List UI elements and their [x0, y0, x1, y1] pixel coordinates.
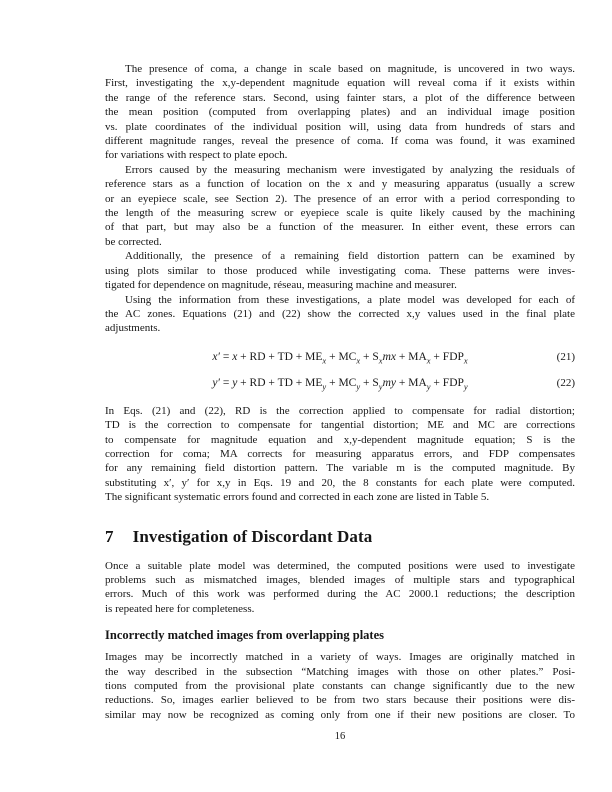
equation-term: MA: [408, 376, 427, 389]
equation-term: my: [382, 376, 396, 389]
text-line: the length of the measuring screw or eyepiece scale is quite likely caused by the machining: [105, 207, 575, 220]
equation-term: +: [360, 376, 373, 389]
equation-term: FDP: [442, 376, 464, 389]
text-line: the AC zones. Equations (21) and (22) show the corrected x,y values used in the final plate: [105, 307, 575, 320]
equation-term: S: [372, 350, 379, 363]
equation-term: =: [219, 376, 233, 389]
text-line: adjustments.: [105, 322, 161, 335]
equation-term: +: [326, 350, 339, 363]
text-line: be corrected.: [105, 235, 162, 248]
paragraph-coma-detection: [105, 62, 575, 163]
text-line: Images may be incorrectly matched in a variety of ways. Images are originally matched in: [105, 651, 575, 664]
equation-subscript: y: [322, 381, 327, 392]
text-line: First, investigating the x,y-dependent magnitude equation will reveal coma if it exists within: [105, 77, 575, 90]
paragraph-incorrect-matching: [105, 650, 575, 722]
text-line: is repeated here for completeness.: [105, 602, 255, 615]
equation-subscript: y: [356, 381, 361, 392]
equation-term: y: [232, 376, 238, 389]
equation-number-21: (21): [556, 350, 575, 363]
paragraph-measuring-mechanism-errors: [105, 163, 575, 249]
equation-number-22: (22): [556, 376, 575, 389]
equation-subscript: x: [322, 355, 327, 366]
equation-term: +: [265, 350, 278, 363]
text-column: [105, 62, 575, 722]
equation-term: +: [292, 376, 306, 389]
paragraph-equation-terms-explanation: [105, 404, 575, 505]
page-number: 16: [334, 731, 346, 742]
subsection-heading: Incorrectly matched images from overlapping plates: [105, 628, 385, 643]
equation-term: +: [430, 350, 443, 363]
text-line: the mean position (computed from overlapping plates) and an individual image position: [105, 106, 575, 119]
paragraph-field-distortion: [105, 249, 575, 292]
equation-term: x: [232, 350, 238, 363]
text-line: reductions. So, images earlier believed to be from two stars because their positions were dis-: [105, 694, 575, 707]
equation-term: S: [372, 376, 379, 389]
text-line: the range of the reference stars. Second, using fainter stars, a plot of the difference between: [105, 91, 575, 104]
text-line: errors. Much of this work was performed during the AC 2000.1 reductions; the description: [105, 588, 575, 601]
equation-term: ME: [305, 350, 323, 363]
equation-subscript: y: [463, 381, 468, 392]
paragraph-plate-model: [105, 293, 575, 336]
text-line: using plots similar to those produced while investigating coma. These patterns were inves-: [105, 264, 575, 277]
equation-subscript: y: [378, 381, 383, 392]
equation-term: +: [237, 350, 250, 363]
equation-term: TD: [277, 376, 293, 389]
equation-term: RD: [249, 350, 266, 363]
text-line: Once a suitable plate model was determined, the computed positions were used to investigate: [105, 559, 575, 572]
equation-subscript: x: [356, 355, 361, 366]
text-line: substituting x′, y′ for x,y in Eqs. 19 and 20, the 8 constants for each plate were computed.: [105, 476, 575, 489]
text-line: The presence of coma, a change in scale based on magnitude, is uncovered in two ways.: [125, 63, 575, 75]
text-line: for any remaining field distortion pattern. The variable m is the computed magnitude. By: [105, 462, 575, 475]
paragraph-discordant-intro: [105, 559, 575, 617]
text-line: Using the information from these investigations, a plate model was developed for each of: [125, 293, 575, 306]
text-line: for variations with respect to plate epoch.: [105, 149, 288, 162]
equation-term: +: [265, 376, 278, 389]
text-line: tigated for dependence on magnitude, réseau, measuring machine and measurer.: [105, 279, 457, 292]
text-line: tions computed from the provisional plate constants can change significantly due to the new: [105, 680, 575, 692]
equation-subscript: x: [426, 355, 431, 366]
equation-term: x′: [212, 350, 220, 363]
equation-term: MA: [408, 350, 427, 363]
section-heading: [105, 527, 575, 547]
text-line: to compensate for magnitude equation and x,y-dependent magnitude equation; S is the: [105, 433, 575, 446]
equation-subscript: x: [463, 355, 468, 366]
text-line: The significant systematic errors found and corrected in each zone are listed in Table 5.: [105, 491, 490, 504]
equation-term: ME: [305, 376, 323, 389]
equation-term: RD: [249, 376, 266, 389]
text-line: correction for coma; MA corrects for measuring apparatus errors, and FDP compensates: [105, 447, 575, 460]
text-line: reference stars as a function of location on the x and y measuring apparatus (usually a screw: [105, 178, 575, 191]
text-line: vs. plate coordinates of the individual position will, using data from hundreds of stars and: [105, 120, 575, 133]
equation-term: +: [326, 376, 339, 389]
equation-block: [105, 344, 575, 396]
equation-term: y′: [212, 376, 220, 389]
text-line: Errors caused by the measuring mechanism were investigated by analyzing the residuals of: [125, 163, 575, 176]
equation-22: [212, 376, 468, 392]
equation-term: +: [395, 350, 409, 363]
text-line: TD is the correction to compensate for tangential distortion; ME and MC are corrections: [105, 419, 575, 432]
equation-term: +: [395, 376, 409, 389]
equation-row-21: [105, 344, 575, 370]
text-line: problems such as mismatched images, blended images of multiple stars and typographical: [105, 573, 575, 586]
equation-term: MC: [338, 350, 357, 363]
equation-subscript: x: [378, 355, 383, 366]
text-line: or an eyepiece scale, see Section 2). The presence of an error with a period corresponding to: [105, 192, 575, 205]
equation-term: FDP: [442, 350, 464, 363]
section-title: Investigation of Discordant Data: [132, 526, 373, 546]
section-number: 7: [105, 526, 114, 546]
equation-term: +: [292, 350, 306, 363]
text-line: the way described in the subsection “Matching images with those on other plates.” Posi-: [105, 665, 575, 678]
text-line: similar may now be recognized as coming only from one if their new positions are closer. To: [105, 708, 575, 721]
equation-term: TD: [277, 350, 293, 363]
text-line: of that part, but may also be a function of the measurer. In either event, these errors can: [105, 221, 575, 234]
text-line: In Eqs. (21) and (22), RD is the correction applied to compensate for radial distortion;: [105, 404, 575, 417]
equation-row-22: [105, 370, 575, 396]
equation-term: MC: [338, 376, 357, 389]
equation-subscript: y: [426, 381, 431, 392]
equation-term: +: [430, 376, 443, 389]
equation-21: [212, 350, 468, 366]
equation-term: mx: [382, 350, 396, 363]
text-line: different magnitude ranges, reveal the presence of coma. If coma was found, it was examined: [105, 135, 575, 148]
equation-term: =: [219, 350, 233, 363]
equation-term: +: [237, 376, 250, 389]
equation-term: +: [360, 350, 373, 363]
text-line: Additionally, the presence of a remaining field distortion pattern can be examined by: [125, 250, 575, 263]
